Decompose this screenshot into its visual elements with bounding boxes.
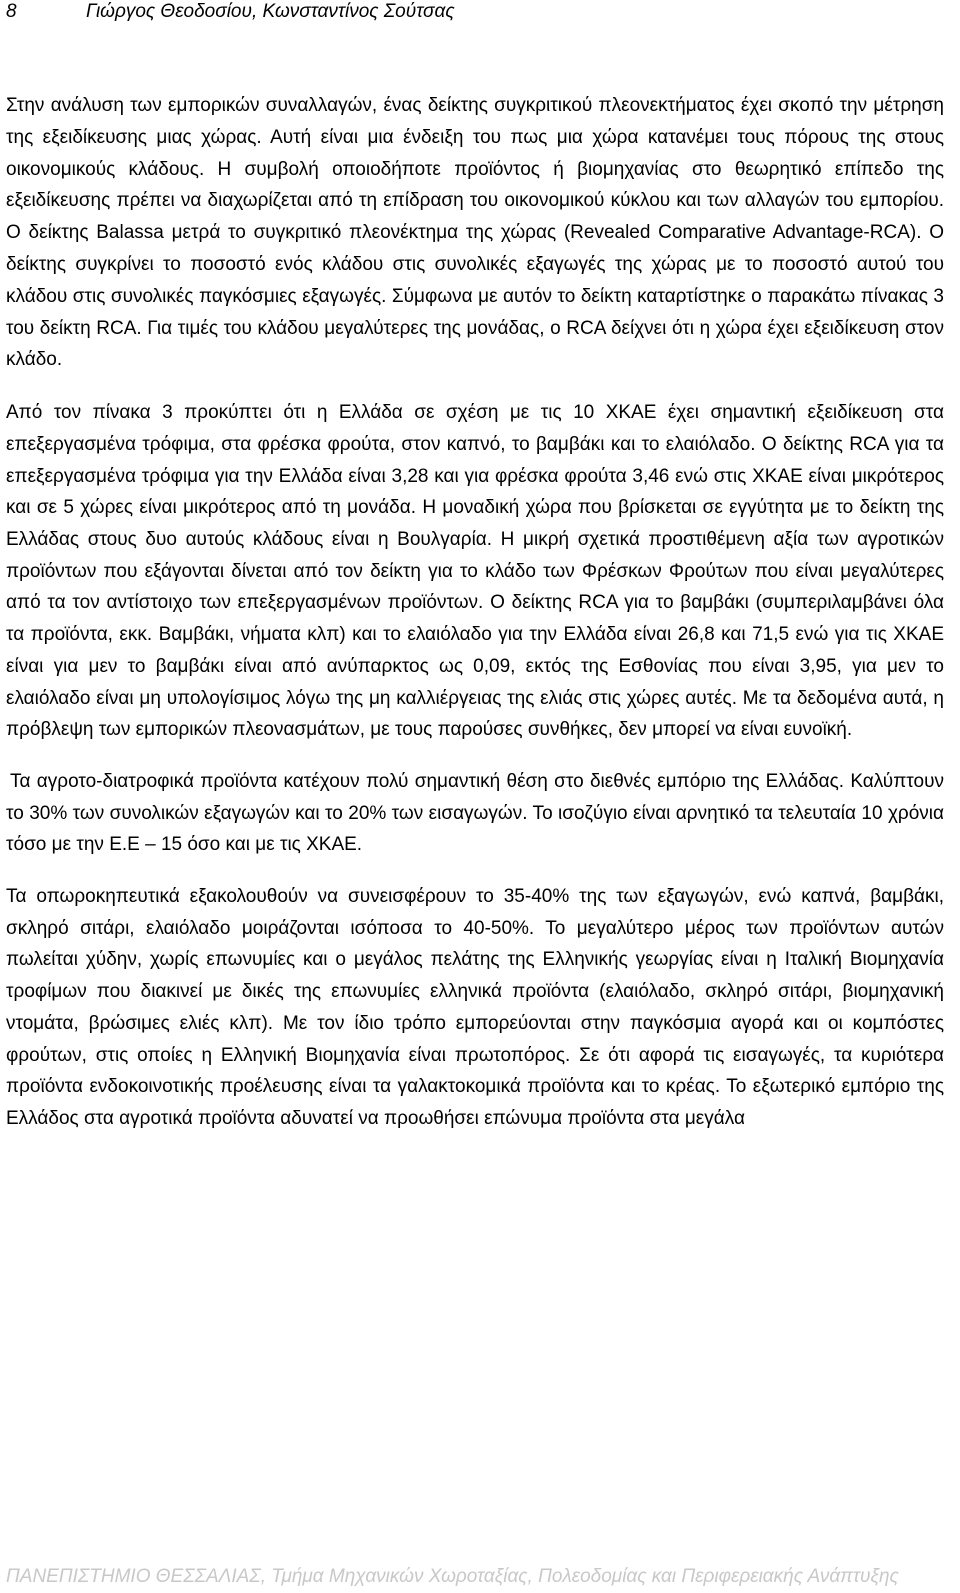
paragraph-fruit-vegetable-exports: Τα οπωροκηπευτικά εξακολουθούν να συνεισφέρουν το 35-40% της των εξαγωγών, ενώ καπνά, βαμβάκι, σκληρό σιτάρι, ελαιόλαδο μοιράζονται ισόποσα το 40-50%. Το μεγαλύτερο μέρος των προϊόντων αυτών πωλείται χύδην, χωρίς επωνυμίες και ο μεγάλος πελάτης της Ελληνικής γεωργίας είναι η Ιταλική Βιομηχανία τροφίμων που διακινεί με δικές της επωνυμίες ελληνικά προϊόντα (ελαιόλαδο, σκληρό σιτάρι, βιομηχανική ντομάτα, βρώσιμες ελιές κλπ). Με τον ίδιο τρόπο εμπορεύονται στην παγκόσμια αγορά και οι κομπόστες φρούτων, στις οποίες η Ελληνική Βιομηχανία είναι πρωτοπόρος. Σε ότι αφορά τις εισαγωγές, τα κυριότερα προϊόντα ενδοκοινοτικής προέλευσης είναι τα γαλακτοκομικά προϊόντα και το κρέας. Το εξωτερικό εμπόριο της Ελλάδος στα αγροτικά προϊόντα αδυνατεί να προωθήσει επώνυμα προϊόντα στα μεγάλα bbox=[6, 886, 944, 1129]
paragraph-rca-introduction: Στην ανάλυση των εμπορικών συναλλαγών, ένας δείκτης συγκριτικού πλεονεκτήματος έχει σκοπό την μέτρηση της εξειδίκευσης μιας χώρας. Αυτή είναι μια ένδειξη του πως μια χώρα κατανέμει τους πόρους της στους οικονομικούς κλάδους. Η συμβολή οποιοδήποτε προϊόντος ή βιομηχανίας στο θεωρητικό επίπεδο της εξειδίκευσης πρέπει να διαχωρίζεται από τη επίδραση του οικονομικού κύκλου και των αλλαγών του εμπορίου. Ο δείκτης Balassa μετρά το συγκριτικό πλεονέκτημα της χώρας (Revealed Comparative Advantage-RCA). Ο δείκτης συγκρίνει το ποσοστό ενός κλάδου στις συνολικές εξαγωγές της χώρας με το ποσοστό αυτού του κλάδου στις συνολικές παγκόσμιες εξαγωγές. Σύμφωνα με αυτόν το δείκτη καταρτίστηκε ο παρακάτω πίνακας 3 του δείκτη RCA. Για τιμές του κλάδου μεγαλύτερες της μονάδας, ο RCA δείχνει ότι η χώρα έχει εξειδίκευση στον κλάδο. bbox=[6, 95, 944, 371]
page-footer: ΠΑΝΕΠΙΣΤΗΜΙΟ ΘΕΣΣΑΛΙΑΣ, Τμήμα Μηχανικών Χωροταξίας, Πολεοδομίας και Περιφερειακής Ανάπτυξης bbox=[6, 1566, 899, 1587]
paragraph-table-3-findings: Από τον πίνακα 3 προκύπτει ότι η Ελλάδα σε σχέση με τις 10 ΧΚΑΕ έχει σημαντική εξειδίκευση στα επεξεργασμένα τρόφιμα, στα φρέσκα φρούτα, στον καπνό, το βαμβάκι και το ελαιόλαδο. Ο δείκτης RCA για τα επεξεργασμένα τρόφιμα για την Ελλάδα είναι 3,28 και για φρέσκα φρούτα 3,46 ενώ στις ΧΚΑΕ είναι μικρότερος και σε 5 χώρες είναι μικρότερος από τη μονάδα. Η μοναδική χώρα που βρίσκεται σε εγγύτητα με το δείκτη της Ελλάδας στους δυο αυτούς κλάδους είναι η Βουλγαρία. Η μικρή σχετικά προστιθέμενη αξία των αγροτικών προϊόντων που εξάγονται δίνεται από τον δείκτη για το κλάδο των Φρέσκων Φρούτων που είναι μεγαλύτερες από τα τον αντίστοιχο των επεξεργασμένων προϊόντων. Ο δείκτης RCA για το βαμβάκι (συμπεριλαμβάνει όλα τα προϊόντα, εκκ. Βαμβάκι, νήματα κλπ) και το ελαιόλαδο για την Ελλάδα είναι 26,8 και 71,5 ενώ για τις ΧΚΑΕ είναι για μεν το βαμβάκι είναι από ανύπαρκτος ως 0,09, εκτός της Εσθονίας που είναι 3,95, για μεν το ελαιόλαδο είναι μη υπολογίσιμος λόγω της μη καλλιέργειας της ελιάς στις χώρες αυτές. Με τα δεδομένα αυτά, η πρόβλεψη των εμπορικών πλεονασμάτων, με τους παρούσες συνθήκες, δεν μπορεί να είναι ευνοϊκή. bbox=[6, 402, 944, 741]
body-text bbox=[6, 90, 944, 1135]
running-title-authors: Γιώργος Θεοδοσίου, Κωνσταντίνος Σούτσας bbox=[86, 1, 455, 22]
page-number: 8 bbox=[6, 1, 17, 22]
paragraph-agrifood-trade-share: Τα αγροτο-διατροφικά προϊόντα κατέχουν πολύ σημαντική θέση στο διεθνές εμπόριο της Ελλάδας. Καλύπτουν το 30% των συνολικών εξαγωγών και το 20% των εισαγωγών. Το ισοζύγιο είναι αρνητικό τα τελευταία 10 χρόνια τόσο με την Ε.Ε – 15 όσο και με τις ΧΚΑΕ. bbox=[6, 770, 944, 856]
page-header bbox=[6, 0, 455, 26]
